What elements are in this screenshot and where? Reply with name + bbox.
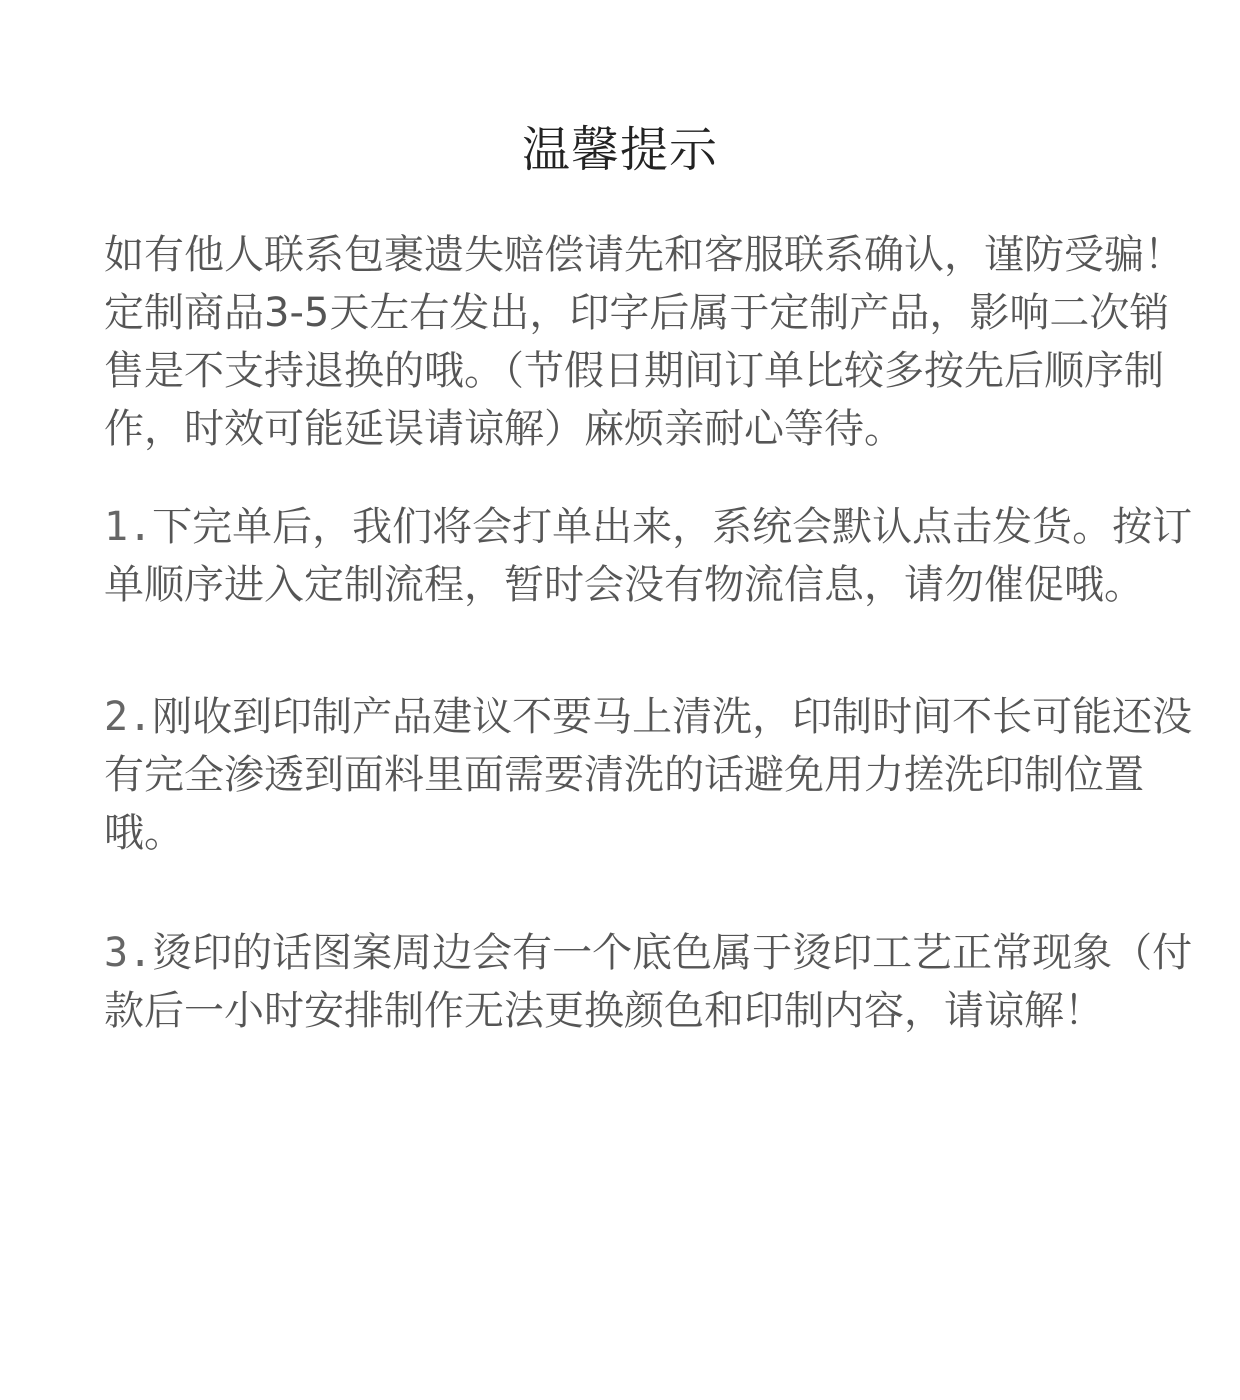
item-1-text: 下完单后，我们将会打单出来，系统会默认点击发货。按订 单顺序进入定制流程，暂时会没有物流信息，请勿催促哦。 [104, 504, 1193, 608]
notice-item-2 [104, 688, 1194, 862]
item-2-number: 2. [104, 694, 153, 740]
item-2-text: 刚收到印制产品建议不要马上清洗，印制时间不长可能还没 有完全渗透到面料里面需要清洗的话避免用力搓洗印制位置 哦。 [104, 694, 1193, 856]
notice-item-1 [104, 498, 1194, 614]
notice-item-3 [104, 924, 1194, 1040]
item-3-text: 烫印的话图案周边会有一个底色属于烫印工艺正常现象（付 款后一小时安排制作无法更换颜色和印制内容，请谅解！ [104, 930, 1193, 1034]
notice-title: 温馨提示 [521, 122, 718, 178]
item-3-number: 3. [104, 930, 153, 976]
notice-intro-paragraph: 如有他人联系包裹遗失赔偿请先和客服联系确认，谨防受骗！ 定制商品3-5天左右发出，印字后属于定制产品，影响二次销 售是不支持退换的哦。（节假日期间订单比较多按先后顺序制 作，时效可能延误请谅解）麻烦亲耐心等待。 [104, 232, 1184, 452]
item-1-number: 1. [104, 504, 153, 550]
